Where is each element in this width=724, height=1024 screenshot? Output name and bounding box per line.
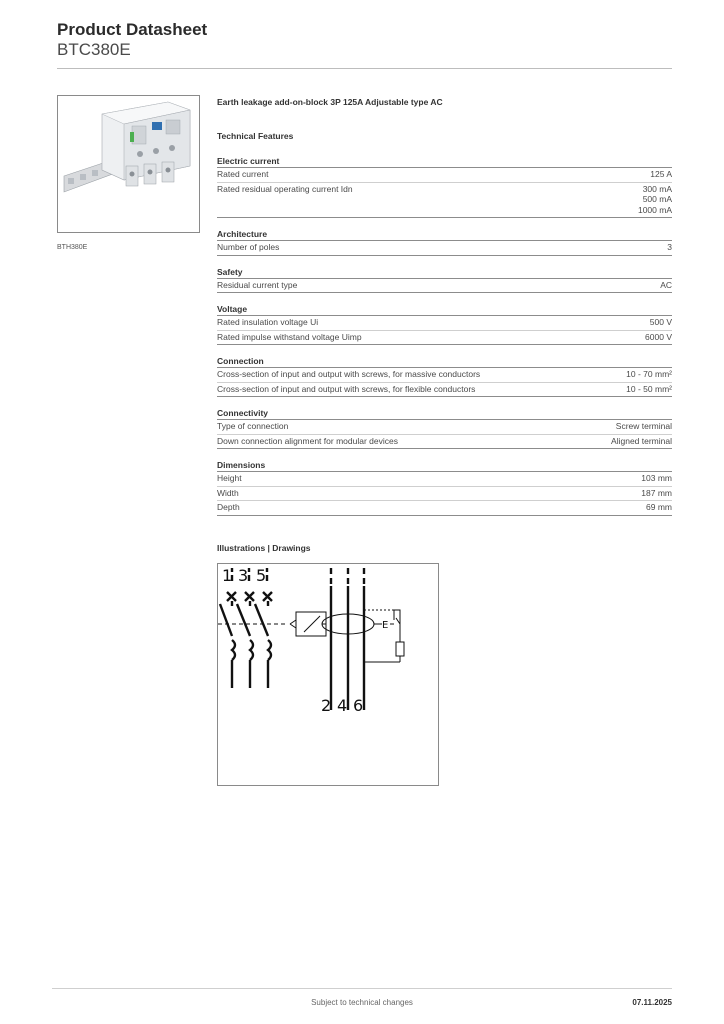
feature-section [217,228,672,256]
feature-section [217,459,672,516]
footer-date: 07.11.2025 [632,998,672,1007]
feature-label: Depth [217,502,240,512]
feature-value-line: 500 mA [642,194,672,204]
wiring-diagram-svg [218,564,438,785]
feature-row [217,501,672,516]
feature-section [217,355,672,397]
feature-value [616,421,672,432]
feature-value-line: 3 [667,242,672,252]
feature-value-line: 500 V [649,317,672,327]
feature-value [646,502,672,513]
product-photo [57,95,200,233]
feature-value-line: 1000 mA [637,204,672,215]
feature-value-line: 125 A [650,169,672,179]
page-title: Product Datasheet [57,20,208,39]
feature-row [217,279,672,294]
feature-label: Width [217,487,239,498]
feature-section [217,407,672,449]
circuit-breaker-addon-product-photo [58,96,199,232]
section-heading: Electric current [217,155,672,168]
feature-value-line: AC [660,279,672,290]
terminal-label-top-1: 1 [222,566,233,585]
illustrations-heading: Illustrations | Drawings [217,543,311,553]
feature-row [217,487,672,502]
feature-row [217,168,672,183]
wiring-diagram [217,563,439,786]
feature-value [638,184,672,216]
section-heading: Connectivity [217,407,672,420]
feature-row [217,383,672,398]
photo-caption: BTH380E [57,244,88,251]
feature-value [650,169,672,180]
feature-row [217,241,672,256]
feature-value [626,384,672,395]
feature-label: Cross-section of input and output with screws, for flexible conductors [217,383,476,394]
page-header [57,20,207,60]
feature-value [641,473,672,484]
feature-value-line: Screw terminal [615,421,672,431]
feature-value [667,242,672,253]
product-description: Earth leakage add-on-block 3P 125A Adjustable type AC [217,97,443,107]
feature-value-line: 10 - 70 mm² [626,369,672,379]
feature-row [217,331,672,346]
feature-label: Residual current type [217,279,298,290]
feature-value [650,317,672,328]
section-heading: Voltage [217,303,672,316]
feature-value [660,280,672,291]
terminal-label-top-3: 3 [238,566,249,585]
section-heading: Architecture [217,228,672,241]
feature-value-line: 187 mm [641,487,672,498]
feature-label: Rated impulse withstand voltage Uimp [217,331,362,342]
feature-label: Number of poles [217,242,280,252]
feature-value [641,488,672,499]
feature-row [217,316,672,331]
feature-row [217,472,672,487]
product-code: BTC380E [57,40,131,59]
section-heading: Dimensions [217,459,672,472]
feature-section [217,303,672,345]
header-divider [57,68,672,69]
feature-label: Height [217,473,242,483]
feature-value-line: 300 mA [642,183,672,194]
feature-sections [217,155,672,516]
feature-row [217,435,672,450]
feature-value [611,436,672,447]
feature-value [645,332,672,343]
feature-value-line: 10 - 50 mm² [626,383,672,394]
feature-row [217,183,672,219]
technical-content [217,96,672,516]
feature-row [217,420,672,435]
feature-value [626,369,672,380]
section-heading: Safety [217,266,672,279]
terminal-label-bottom-2: 2 [321,696,332,715]
feature-label: Rated residual operating current Idn [217,183,353,194]
feature-section [217,266,672,294]
terminal-label-bottom-6: 6 [353,696,364,715]
footer-divider [52,988,672,989]
feature-value-line: 103 mm [641,473,672,483]
test-button-label: E [382,620,389,631]
feature-label: Cross-section of input and output with screws, for massive conductors [217,369,481,379]
section-heading: Connection [217,355,672,368]
feature-value-line: 6000 V [645,331,672,342]
feature-row [217,368,672,383]
feature-label: Down connection alignment for modular devices [217,435,398,446]
terminal-label-top-5: 5 [256,566,267,585]
feature-value-line: Aligned terminal [611,435,672,446]
feature-section [217,155,672,218]
terminal-label-bottom-4: 4 [337,696,348,715]
feature-label: Rated insulation voltage Ui [217,317,319,327]
footer-notice: Subject to technical changes [311,998,413,1007]
feature-label: Rated current [217,169,269,179]
technical-features-heading: Technical Features [217,131,294,141]
feature-label: Type of connection [217,421,289,431]
feature-value-line: 69 mm [646,502,672,512]
